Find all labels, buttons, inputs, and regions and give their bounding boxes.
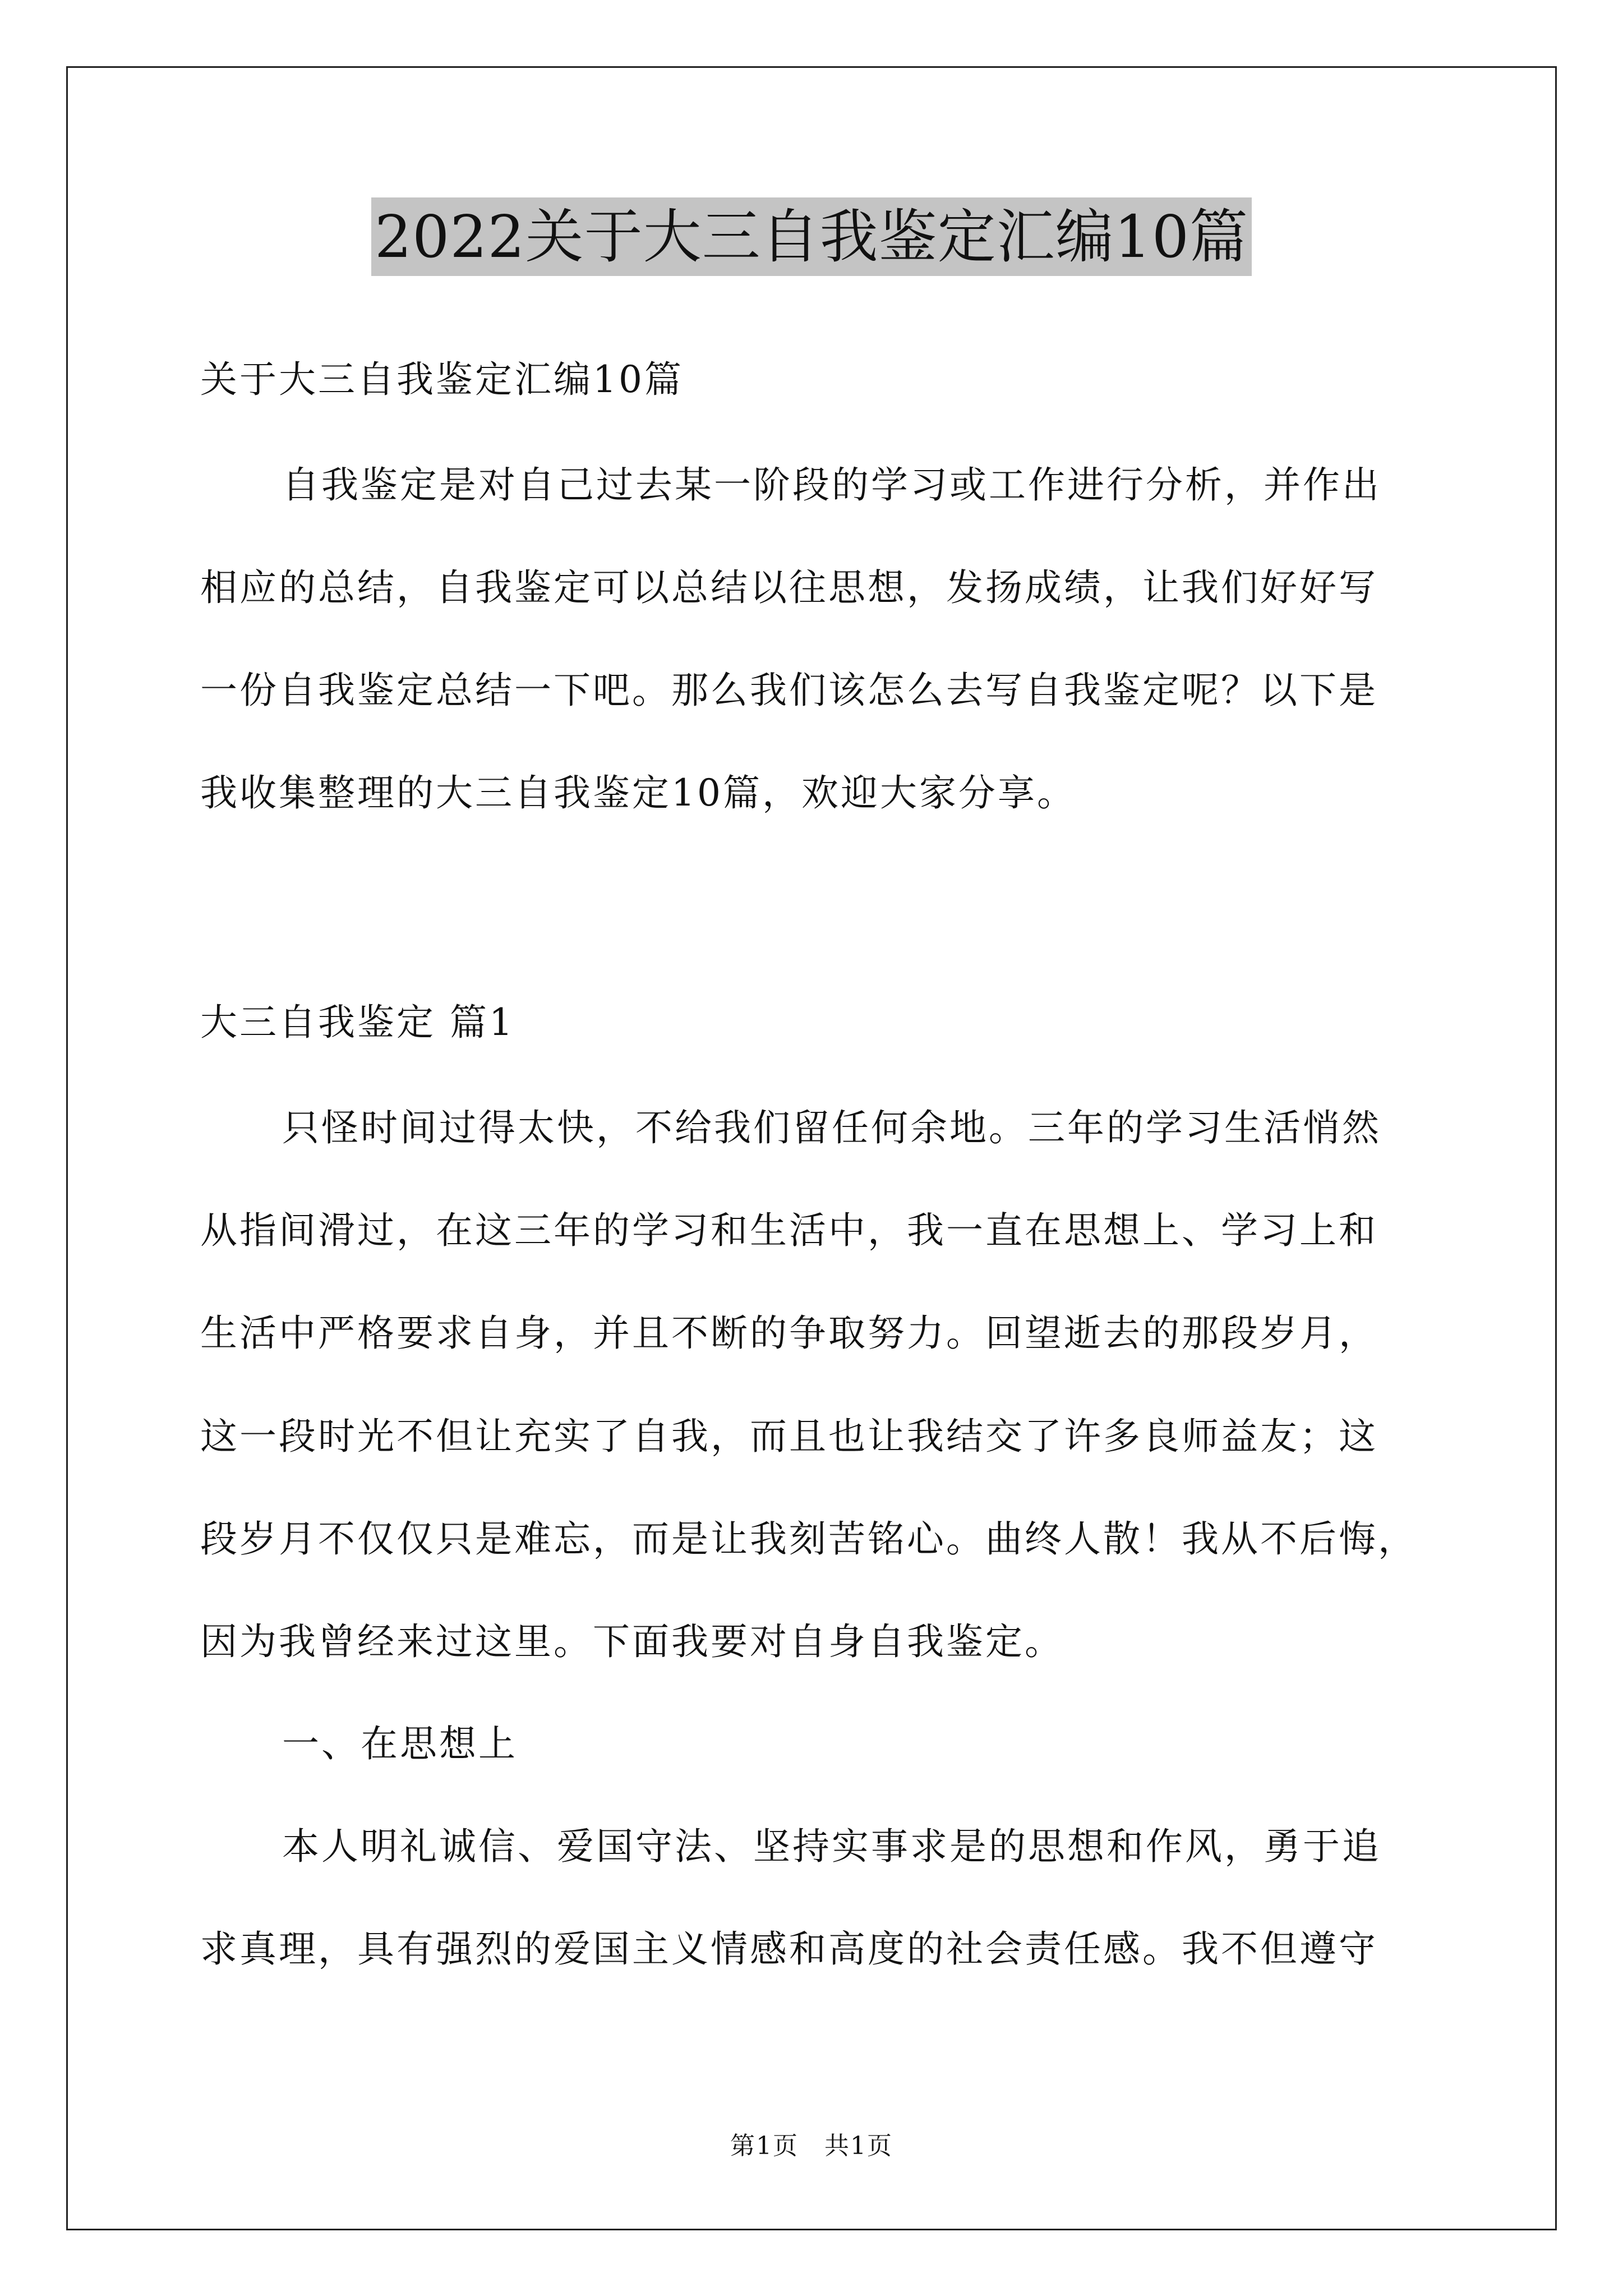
section1-line-1: 只怪时间过得太快，不给我们留任何余地。三年的学习生活悄然 <box>282 1106 1381 1149</box>
document-subtitle: 关于大三自我鉴定汇编10篇 <box>200 358 684 401</box>
subheading-thought: 一、在思想上 <box>282 1722 518 1765</box>
intro-line-4: 我收集整理的大三自我鉴定10篇，欢迎大家分享。 <box>200 771 1076 815</box>
thought-line-1: 本人明礼诚信、爱国守法、坚持实事求是的思想和作风，勇于追 <box>282 1825 1381 1868</box>
thought-line-2: 求真理，具有强烈的爱国主义情感和高度的社会责任感。我不但遵守 <box>200 1927 1378 1971</box>
page-footer: 第1页 共1页 <box>730 2132 893 2160</box>
intro-line-1: 自我鉴定是对自己过去某一阶段的学习或工作进行分析，并作出 <box>282 463 1381 507</box>
section1-line-2: 从指间滑过，在这三年的学习和生活中，我一直在思想上、学习上和 <box>200 1209 1378 1252</box>
document-title <box>0 197 1623 293</box>
section1-line-5: 段岁月不仅仅只是难忘，而是让我刻苦铭心。曲终人散！我从不后悔， <box>200 1517 1417 1561</box>
section1-line-6: 因为我曾经来过这里。下面我要对自身自我鉴定。 <box>200 1620 1064 1663</box>
intro-line-3: 一份自我鉴定总结一下吧。那么我们该怎么去写自我鉴定呢？以下是 <box>200 669 1378 712</box>
section1-line-4: 这一段时光不但让充实了自我，而且也让我结交了许多良师益友；这 <box>200 1415 1378 1458</box>
section1-heading: 大三自我鉴定 篇1 <box>200 1001 515 1044</box>
intro-line-2: 相应的总结，自我鉴定可以总结以往思想，发扬成绩，让我们好好写 <box>200 566 1378 609</box>
document-title-text: 2022关于大三自我鉴定汇编10篇 <box>371 197 1252 276</box>
section1-line-3: 生活中严格要求自身，并且不断的争取努力。回望逝去的那段岁月， <box>200 1312 1378 1355</box>
